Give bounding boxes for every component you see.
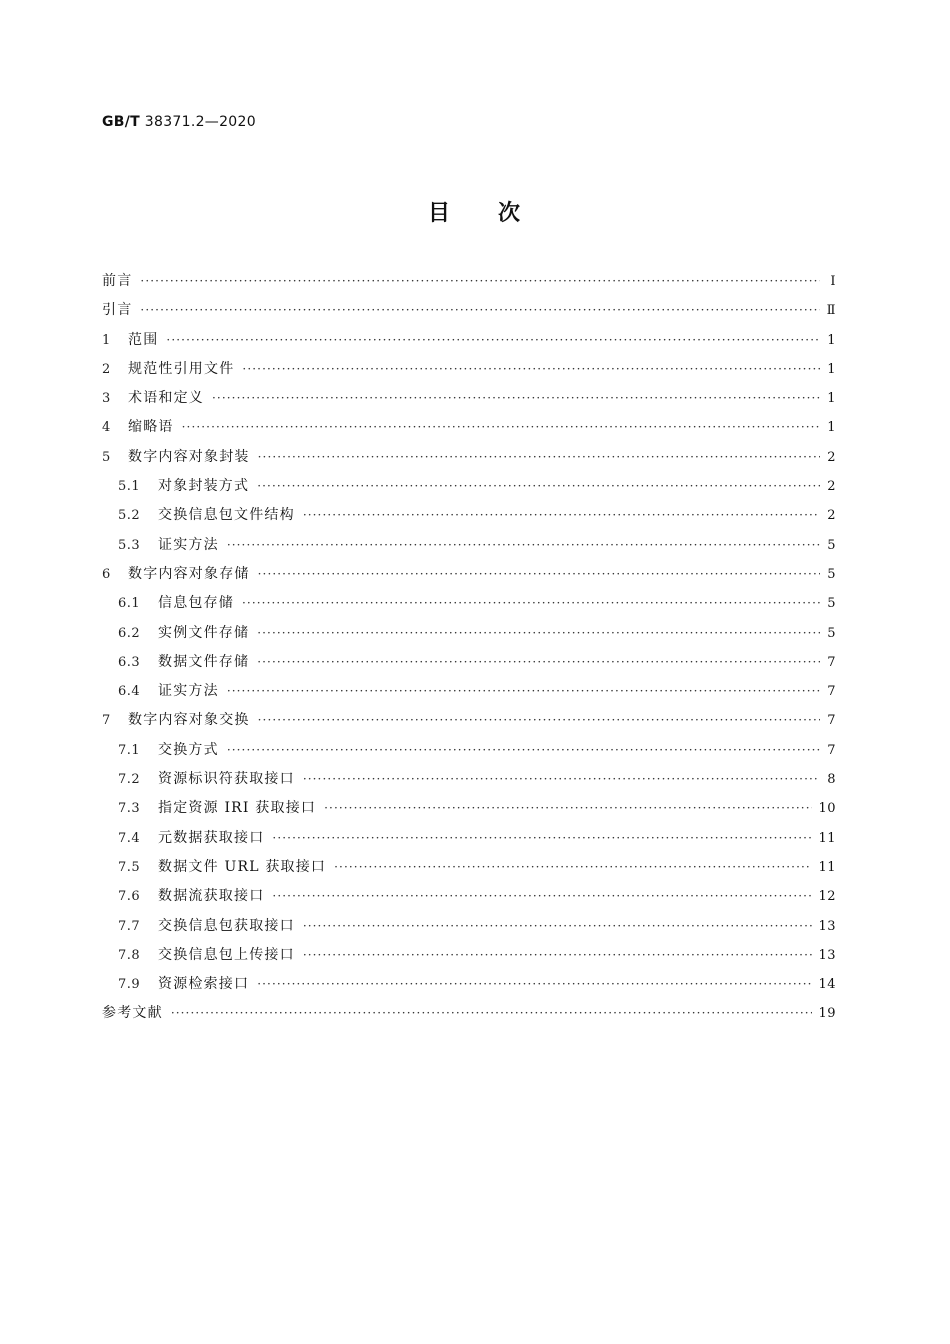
toc-leader-dots: [334, 860, 812, 874]
toc-entry[interactable]: [102, 739, 836, 768]
toc-entry-number: 7.1: [118, 742, 141, 758]
toc-entry-page: Ⅰ: [830, 274, 836, 289]
toc-entry-page: 12: [818, 889, 836, 905]
toc-entry-page: 2: [827, 449, 836, 465]
toc-entry-label: 缩略语: [128, 419, 174, 436]
toc-leader-dots: [324, 801, 812, 815]
toc-entry-number: 7.7: [118, 918, 141, 934]
standard-code: [102, 114, 256, 130]
toc-entry[interactable]: [102, 504, 836, 533]
toc-entry-number: 2: [102, 361, 111, 377]
toc-entry-number: 7.4: [118, 830, 141, 846]
toc-entry-label: 范围: [128, 331, 159, 348]
toc-entry[interactable]: [102, 973, 836, 1002]
toc-entry[interactable]: [102, 416, 836, 445]
toc-entry-page: 5: [827, 596, 836, 612]
toc-leader-dots: [227, 684, 820, 698]
toc-entry[interactable]: [102, 885, 836, 914]
toc-leader-dots: [303, 508, 820, 522]
toc-entry-page: 13: [818, 918, 836, 934]
toc-entry[interactable]: [102, 329, 836, 358]
toc-leader-dots: [258, 567, 820, 581]
toc-leader-dots: [272, 831, 812, 845]
toc-entry-number: 5: [102, 449, 111, 465]
toc-entry-number: 6: [102, 566, 111, 582]
toc-entry[interactable]: [102, 827, 836, 856]
toc-entry[interactable]: [102, 270, 836, 299]
toc-entry-label: 证实方法: [158, 536, 219, 553]
toc-entry-number: 7.2: [118, 772, 141, 788]
toc-leader-dots: [166, 333, 820, 347]
toc-entry-page: 1: [827, 361, 836, 377]
toc-entry-number: 7.5: [118, 859, 141, 875]
toc-entry-label: 术语和定义: [128, 390, 204, 407]
toc-leader-dots: [258, 713, 820, 727]
toc-entry-number: 6.4: [118, 684, 141, 700]
toc-entry-page: 11: [818, 859, 836, 875]
toc-entry-number: 5.2: [118, 508, 141, 524]
toc-entry-label: 证实方法: [158, 683, 219, 700]
standard-code-prefix: GB/T: [102, 114, 141, 130]
toc-entry-label: 对象封装方式: [158, 478, 250, 495]
toc-entry-page: 5: [827, 625, 836, 641]
toc-entry-number: 7.6: [118, 889, 141, 905]
toc-entry-label: 交换信息包获取接口: [158, 917, 295, 934]
toc-entry[interactable]: [102, 680, 836, 709]
toc-entry[interactable]: [102, 915, 836, 944]
toc-entry-label: 实例文件存储: [158, 624, 250, 641]
toc-entry-page: 13: [818, 947, 836, 963]
toc-entry-number: 7.3: [118, 801, 141, 817]
toc-entry[interactable]: [102, 856, 836, 885]
toc-entry-page: 5: [827, 566, 836, 582]
toc-leader-dots: [171, 1006, 813, 1020]
toc-entry[interactable]: [102, 475, 836, 504]
toc-leader-dots: [257, 655, 820, 669]
toc-entry-number: 6.1: [118, 596, 141, 612]
toc-entry-page: 5: [827, 537, 836, 553]
toc-entry-label: 资源检索接口: [158, 976, 250, 993]
toc-entry-page: 1: [827, 391, 836, 407]
toc-leader-dots: [140, 274, 820, 288]
toc-entry-label: 交换信息包文件结构: [158, 507, 295, 524]
toc-leader-dots: [257, 626, 820, 640]
toc-entry-number: 7.8: [118, 947, 141, 963]
toc-entry-number: 5.1: [118, 479, 141, 495]
toc-leader-dots: [303, 772, 820, 786]
toc-leader-dots: [212, 391, 820, 405]
toc-leader-dots: [272, 889, 812, 903]
toc-leader-dots: [227, 743, 820, 757]
toc-leader-dots: [257, 479, 820, 493]
toc-entry[interactable]: [102, 534, 836, 563]
toc-leader-dots: [140, 303, 820, 317]
toc-leader-dots: [257, 977, 812, 991]
toc-entry[interactable]: [102, 622, 836, 651]
toc-entry-label: 指定资源 IRI 获取接口: [158, 800, 317, 817]
toc-leader-dots: [303, 948, 813, 962]
toc-entry-label: 元数据获取接口: [158, 829, 265, 846]
toc-entry-label: 参考文献: [102, 1005, 163, 1022]
toc-entry[interactable]: [102, 651, 836, 680]
toc-entry[interactable]: [102, 299, 836, 328]
toc-entry[interactable]: [102, 1002, 836, 1031]
standard-code-number: 38371.2—2020: [144, 114, 256, 130]
toc-entry[interactable]: [102, 797, 836, 826]
toc-leader-dots: [242, 362, 820, 376]
toc-entry-page: Ⅱ: [826, 303, 836, 319]
toc-leader-dots: [242, 596, 820, 610]
toc-entry-label: 资源标识符获取接口: [158, 771, 295, 788]
toc-leader-dots: [182, 420, 820, 434]
toc-entry-page: 1: [827, 332, 836, 348]
toc-entry[interactable]: [102, 387, 836, 416]
toc-entry-label: 数据文件存储: [158, 653, 250, 670]
toc-entry-page: 11: [818, 830, 836, 846]
toc-entry-page: 1: [827, 420, 836, 436]
toc-entry-label: 前言: [102, 273, 133, 289]
toc-entry-label: 数字内容对象存储: [128, 565, 250, 582]
toc-entry-page: 7: [827, 684, 836, 700]
toc-entry-page: 7: [827, 654, 836, 670]
toc-leader-dots: [227, 538, 820, 552]
toc-entry-page: 19: [818, 1006, 836, 1022]
toc-entry-label: 数据流获取接口: [158, 888, 265, 905]
toc-entry-page: 8: [827, 772, 836, 788]
toc-entry-label: 数字内容对象封装: [128, 448, 250, 465]
toc-entry-label: 引言: [102, 302, 133, 319]
page-title-char-1: 目: [427, 201, 452, 226]
toc-entry[interactable]: [102, 592, 836, 621]
toc-entry-label: 数据文件 URL 获取接口: [158, 858, 327, 875]
toc-entry-page: 7: [827, 742, 836, 758]
page-title: [0, 196, 950, 227]
toc-entry-page: 10: [818, 801, 836, 817]
toc-entry-number: 3: [102, 391, 111, 407]
toc-entry-number: 1: [102, 332, 111, 348]
toc-entry-number: 4: [102, 420, 111, 436]
toc-entry[interactable]: [102, 563, 836, 592]
toc-entry-number: 6.3: [118, 654, 141, 670]
toc-entry-label: 交换信息包上传接口: [158, 946, 295, 963]
table-of-contents: [102, 270, 836, 1032]
toc-entry[interactable]: [102, 446, 836, 475]
toc-entry[interactable]: [102, 358, 836, 387]
page-title-char-2: 次: [498, 201, 523, 226]
toc-entry-page: 7: [827, 713, 836, 729]
toc-entry-label: 规范性引用文件: [128, 360, 235, 377]
toc-entry-page: 2: [827, 508, 836, 524]
toc-entry[interactable]: [102, 768, 836, 797]
toc-entry-number: 7.9: [118, 977, 141, 993]
toc-entry-number: 7: [102, 713, 111, 729]
toc-entry-number: 6.2: [118, 625, 141, 641]
toc-entry-label: 交换方式: [158, 741, 219, 758]
toc-leader-dots: [303, 919, 813, 933]
toc-leader-dots: [258, 450, 820, 464]
toc-entry-page: 2: [827, 479, 836, 495]
toc-entry-label: 信息包存储: [158, 595, 234, 612]
toc-entry[interactable]: [102, 709, 836, 738]
toc-entry-label: 数字内容对象交换: [128, 712, 250, 729]
toc-entry-page: 14: [818, 977, 836, 993]
toc-entry-number: 5.3: [118, 537, 141, 553]
toc-entry[interactable]: [102, 944, 836, 973]
